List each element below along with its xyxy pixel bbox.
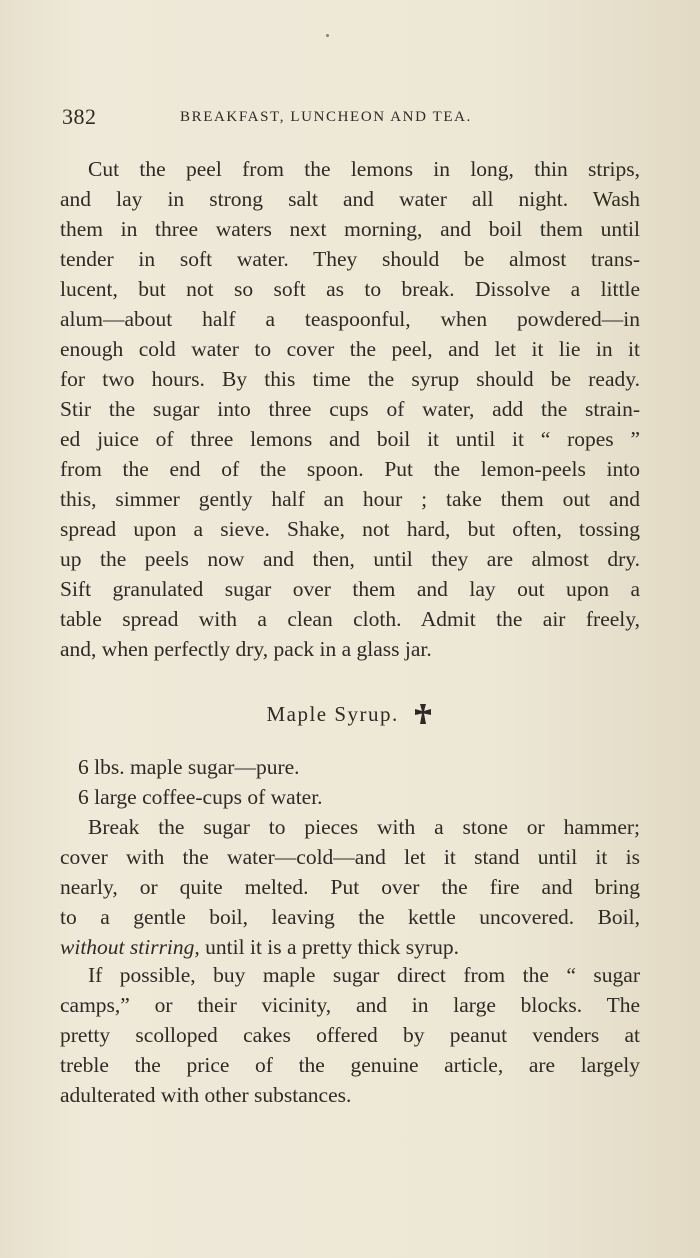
running-head: BREAKFAST, LUNCHEON AND TEA.: [180, 109, 472, 125]
text-line: this, simmer gently half an hour ; take them out and: [60, 487, 640, 511]
text-line: spread upon a sieve. Shake, not hard, but often, tossing: [60, 517, 640, 541]
paragraph-buying-advice: [60, 960, 640, 1110]
text-line: adulterated with other substances.: [60, 1083, 352, 1107]
ingredient-list: [60, 752, 640, 812]
text-line: to a gentle boil, leaving the kettle uncovered. Boil,: [60, 905, 640, 929]
text-line: Sift granulated sugar over them and lay out upon a: [60, 577, 640, 601]
text-line: If possible, buy maple sugar direct from the “ sugar: [88, 963, 640, 987]
italic-phrase: without stirring,: [60, 935, 200, 959]
page-number: 382: [62, 104, 97, 129]
ingredient-item: 6 large coffee-cups of water.: [78, 785, 323, 809]
text-line: lucent, but not so soft as to break. Dissolve a little: [60, 277, 640, 301]
text-line: camps,” or their vicinity, and in large blocks. The: [60, 993, 640, 1017]
text-line: alum—about half a teaspoonful, when powdered—in: [60, 307, 640, 331]
text-line: tender in soft water. They should be almost trans-: [60, 247, 640, 271]
ingredient-item: 6 lbs. maple sugar—pure.: [78, 755, 300, 779]
paragraph-directions: [60, 812, 640, 962]
text-line: Break the sugar to pieces with a stone or hammer;: [88, 815, 640, 839]
text-line: nearly, or quite melted. Put over the fire and bring: [60, 875, 640, 899]
text-line-rest: until it is a pretty thick syrup.: [199, 935, 459, 959]
text-line: enough cold water to cover the peel, and let it lie in it: [60, 337, 640, 361]
text-line: Cut the peel from the lemons in long, thin strips,: [88, 157, 640, 181]
text-line: treble the price of the genuine article, are largely: [60, 1053, 640, 1077]
page-header: [62, 104, 642, 134]
text-line: [60, 932, 640, 962]
text-line: from the end of the spoon. Put the lemon-peels into: [60, 457, 640, 481]
text-line: for two hours. By this time the syrup should be ready.: [60, 367, 640, 391]
text-line: pretty scolloped cakes offered by peanut venders at: [60, 1023, 640, 1047]
text-line: table spread with a clean cloth. Admit the air freely,: [60, 607, 640, 631]
recipe-title-text: Maple Syrup.: [266, 702, 399, 726]
cross-pattee-icon: [412, 703, 434, 731]
text-line: up the peels now and then, until they are almost dry.: [60, 547, 640, 571]
text-line: them in three waters next morning, and boil them until: [60, 217, 640, 241]
text-line: cover with the water—cold—and let it stand until it is: [60, 845, 640, 869]
print-speck: [326, 34, 329, 37]
text-line: and, when perfectly dry, pack in a glass jar.: [60, 637, 432, 661]
paragraph-candied-peel: [60, 154, 640, 664]
recipe-title: [0, 702, 700, 731]
text-line: and lay in strong salt and water all night. Wash: [60, 187, 640, 211]
text-line: ed juice of three lemons and boil it until it “ ropes ”: [60, 427, 640, 451]
text-line: Stir the sugar into three cups of water, add the strain-: [60, 397, 640, 421]
